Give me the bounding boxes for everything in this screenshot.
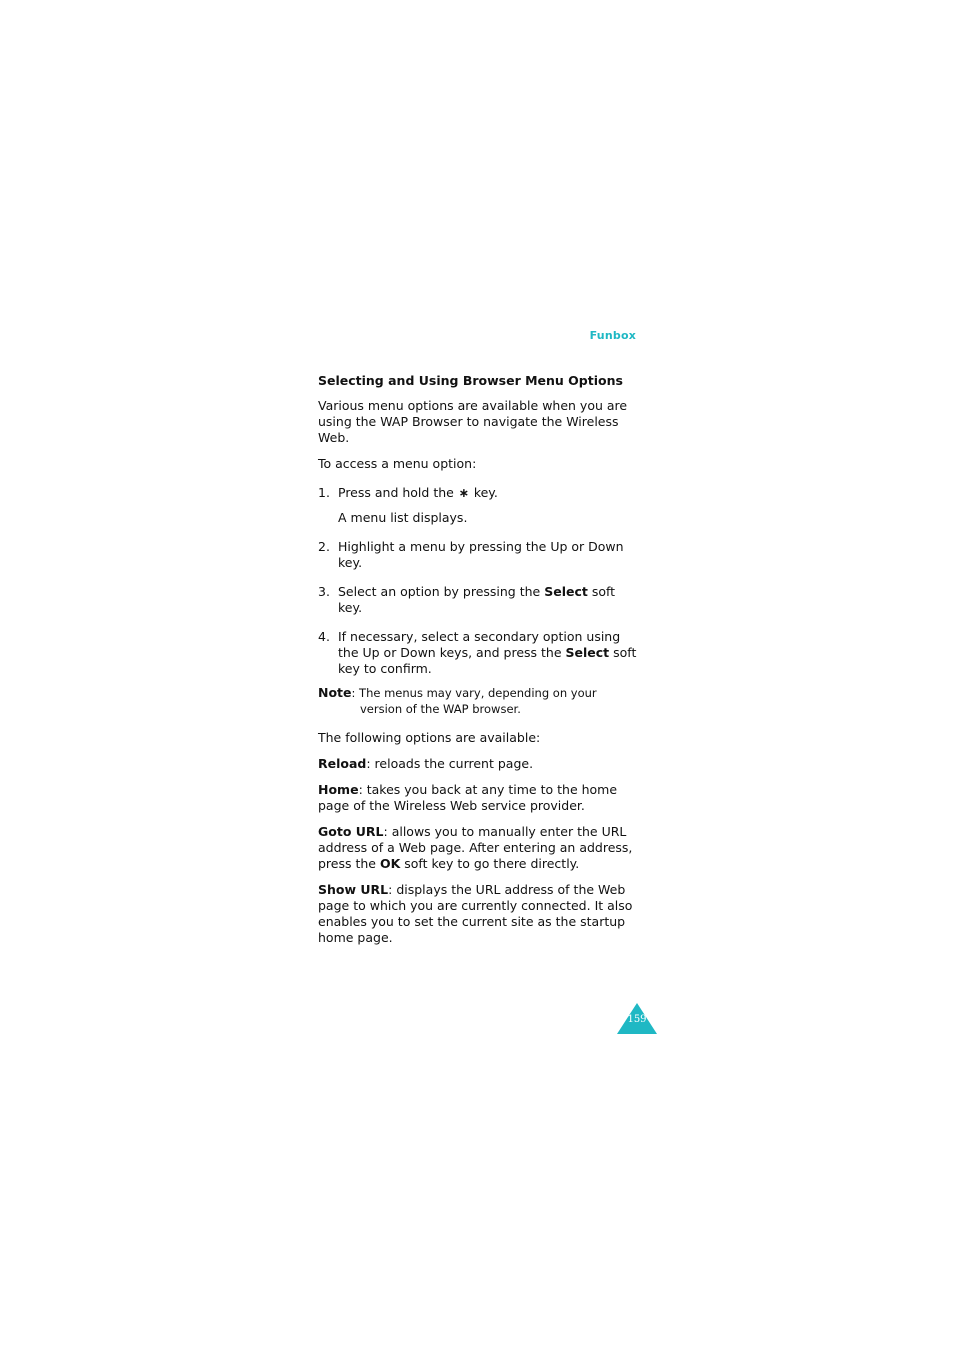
note	[318, 685, 640, 717]
star-key-icon: ∗	[458, 485, 470, 500]
step-4	[318, 629, 640, 677]
step-text: Press and hold the ∗ key.	[338, 485, 498, 500]
note-line-1: : The menus may vary, depending on your	[351, 686, 597, 700]
step-1-result: A menu list displays.	[338, 510, 468, 525]
page-content	[318, 373, 640, 956]
page-number: 159	[627, 1014, 647, 1025]
step-number: 2.	[318, 539, 330, 554]
option-goto-url: Goto URL: allows you to manually enter the URL address of a Web page. After entering an address, press the OK soft key to go there directly.	[318, 824, 633, 871]
step-1	[318, 485, 640, 501]
step-number: 3.	[318, 584, 330, 599]
intro-paragraph: Various menu options are available when you are using the WAP Browser to navigate the Wireless Web.	[318, 398, 628, 445]
step-text: If necessary, select a secondary option using the Up or Down keys, and press the Select soft key to confirm.	[338, 629, 637, 676]
step-text: Highlight a menu by pressing the Up or Down key.	[338, 539, 624, 570]
note-label: Note	[318, 685, 352, 700]
options-intro: The following options are available:	[318, 730, 541, 745]
step-3	[318, 584, 640, 616]
section-header: Funbox	[589, 329, 636, 342]
option-show-url: Show URL: displays the URL address of the Web page to which you are currently connected. It also enables you to set the current site as the startup home page.	[318, 882, 633, 945]
option-home: Home: takes you back at any time to the home page of the Wireless Web service provider.	[318, 782, 618, 813]
note-line-2: version of the WAP browser.	[360, 702, 521, 716]
step-2	[318, 539, 640, 571]
step-number: 4.	[318, 629, 330, 644]
step-text: Select an option by pressing the Select soft key.	[338, 584, 616, 615]
access-paragraph: To access a menu option:	[318, 456, 477, 471]
step-number: 1.	[318, 485, 330, 500]
section-heading: Selecting and Using Browser Menu Options	[318, 373, 623, 388]
option-reload: Reload: reloads the current page.	[318, 756, 534, 771]
